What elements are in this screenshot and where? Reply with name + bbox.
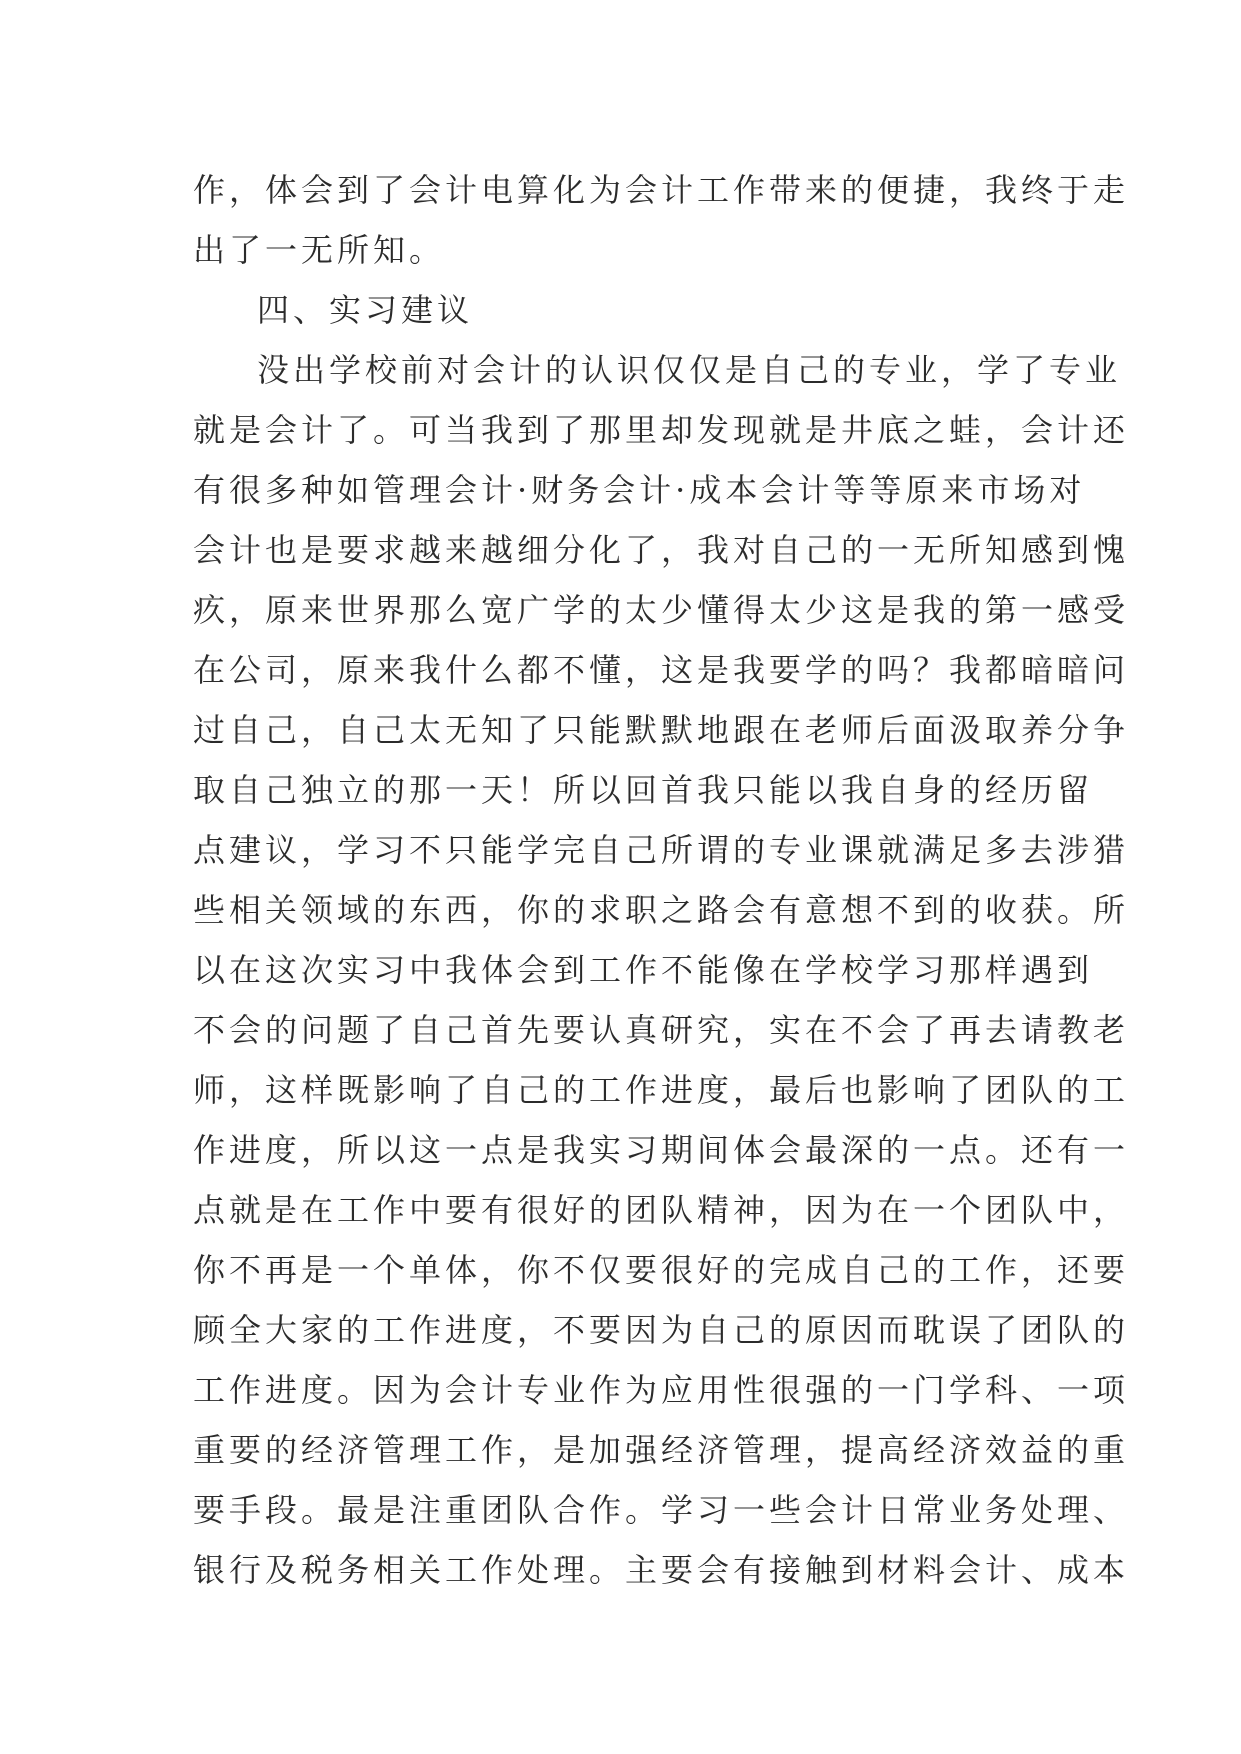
text-line: 要手段。最是注重团队合作。学习一些会计日常业务处理、 <box>193 1491 1130 1529</box>
text-line: 会计也是要求越来越细分化了，我对自己的一无所知感到愧 <box>193 531 1130 569</box>
text-line: 疚，原来世界那么宽广学的太少懂得太少这是我的第一感受 <box>193 591 1130 629</box>
text-line: 过自己，自己太无知了只能默默地跟在老师后面汲取养分争 <box>193 711 1130 749</box>
text-line: 点就是在工作中要有很好的团队精神，因为在一个团队中， <box>193 1191 1130 1229</box>
text-line: 作进度，所以这一点是我实习期间体会最深的一点。还有一 <box>193 1131 1130 1169</box>
section-heading: 四、实习建议 <box>257 291 474 329</box>
text-line: 有很多种如管理会计·财务会计·成本会计等等原来市场对 <box>193 471 1086 509</box>
text-line: 就是会计了。可当我到了那里却发现就是井底之蛙，会计还 <box>193 411 1130 449</box>
body-text <box>193 160 1130 1600</box>
text-line: 银行及税务相关工作处理。主要会有接触到材料会计、成本 <box>193 1551 1130 1589</box>
text-line: 作，体会到了会计电算化为会计工作带来的便捷，我终于走 <box>193 171 1130 209</box>
text-line: 在公司，原来我什么都不懂，这是我要学的吗？我都暗暗问 <box>193 651 1130 689</box>
text-line: 不会的问题了自己首先要认真研究，实在不会了再去请教老 <box>193 1011 1130 1049</box>
text-line: 工作进度。因为会计专业作为应用性很强的一门学科、一项 <box>193 1371 1130 1409</box>
text-line: 重要的经济管理工作，是加强经济管理，提高经济效益的重 <box>193 1431 1130 1469</box>
text-line: 些相关领域的东西，你的求职之路会有意想不到的收获。所 <box>193 891 1130 929</box>
text-line: 师，这样既影响了自己的工作进度，最后也影响了团队的工 <box>193 1071 1130 1109</box>
text-line: 出了一无所知。 <box>193 231 446 269</box>
text-line: 取自己独立的那一天！所以回首我只能以我自身的经历留 <box>193 771 1094 809</box>
text-line: 你不再是一个单体，你不仅要很好的完成自己的工作，还要 <box>193 1251 1130 1289</box>
text-line: 顾全大家的工作进度，不要因为自己的原因而耽误了团队的 <box>193 1311 1130 1349</box>
text-line: 没出学校前对会计的认识仅仅是自己的专业，学了专业 <box>257 351 1122 389</box>
text-line: 以在这次实习中我体会到工作不能像在学校学习那样遇到 <box>193 951 1094 989</box>
text-line: 点建议，学习不只能学完自己所谓的专业课就满足多去涉猎 <box>193 831 1130 869</box>
